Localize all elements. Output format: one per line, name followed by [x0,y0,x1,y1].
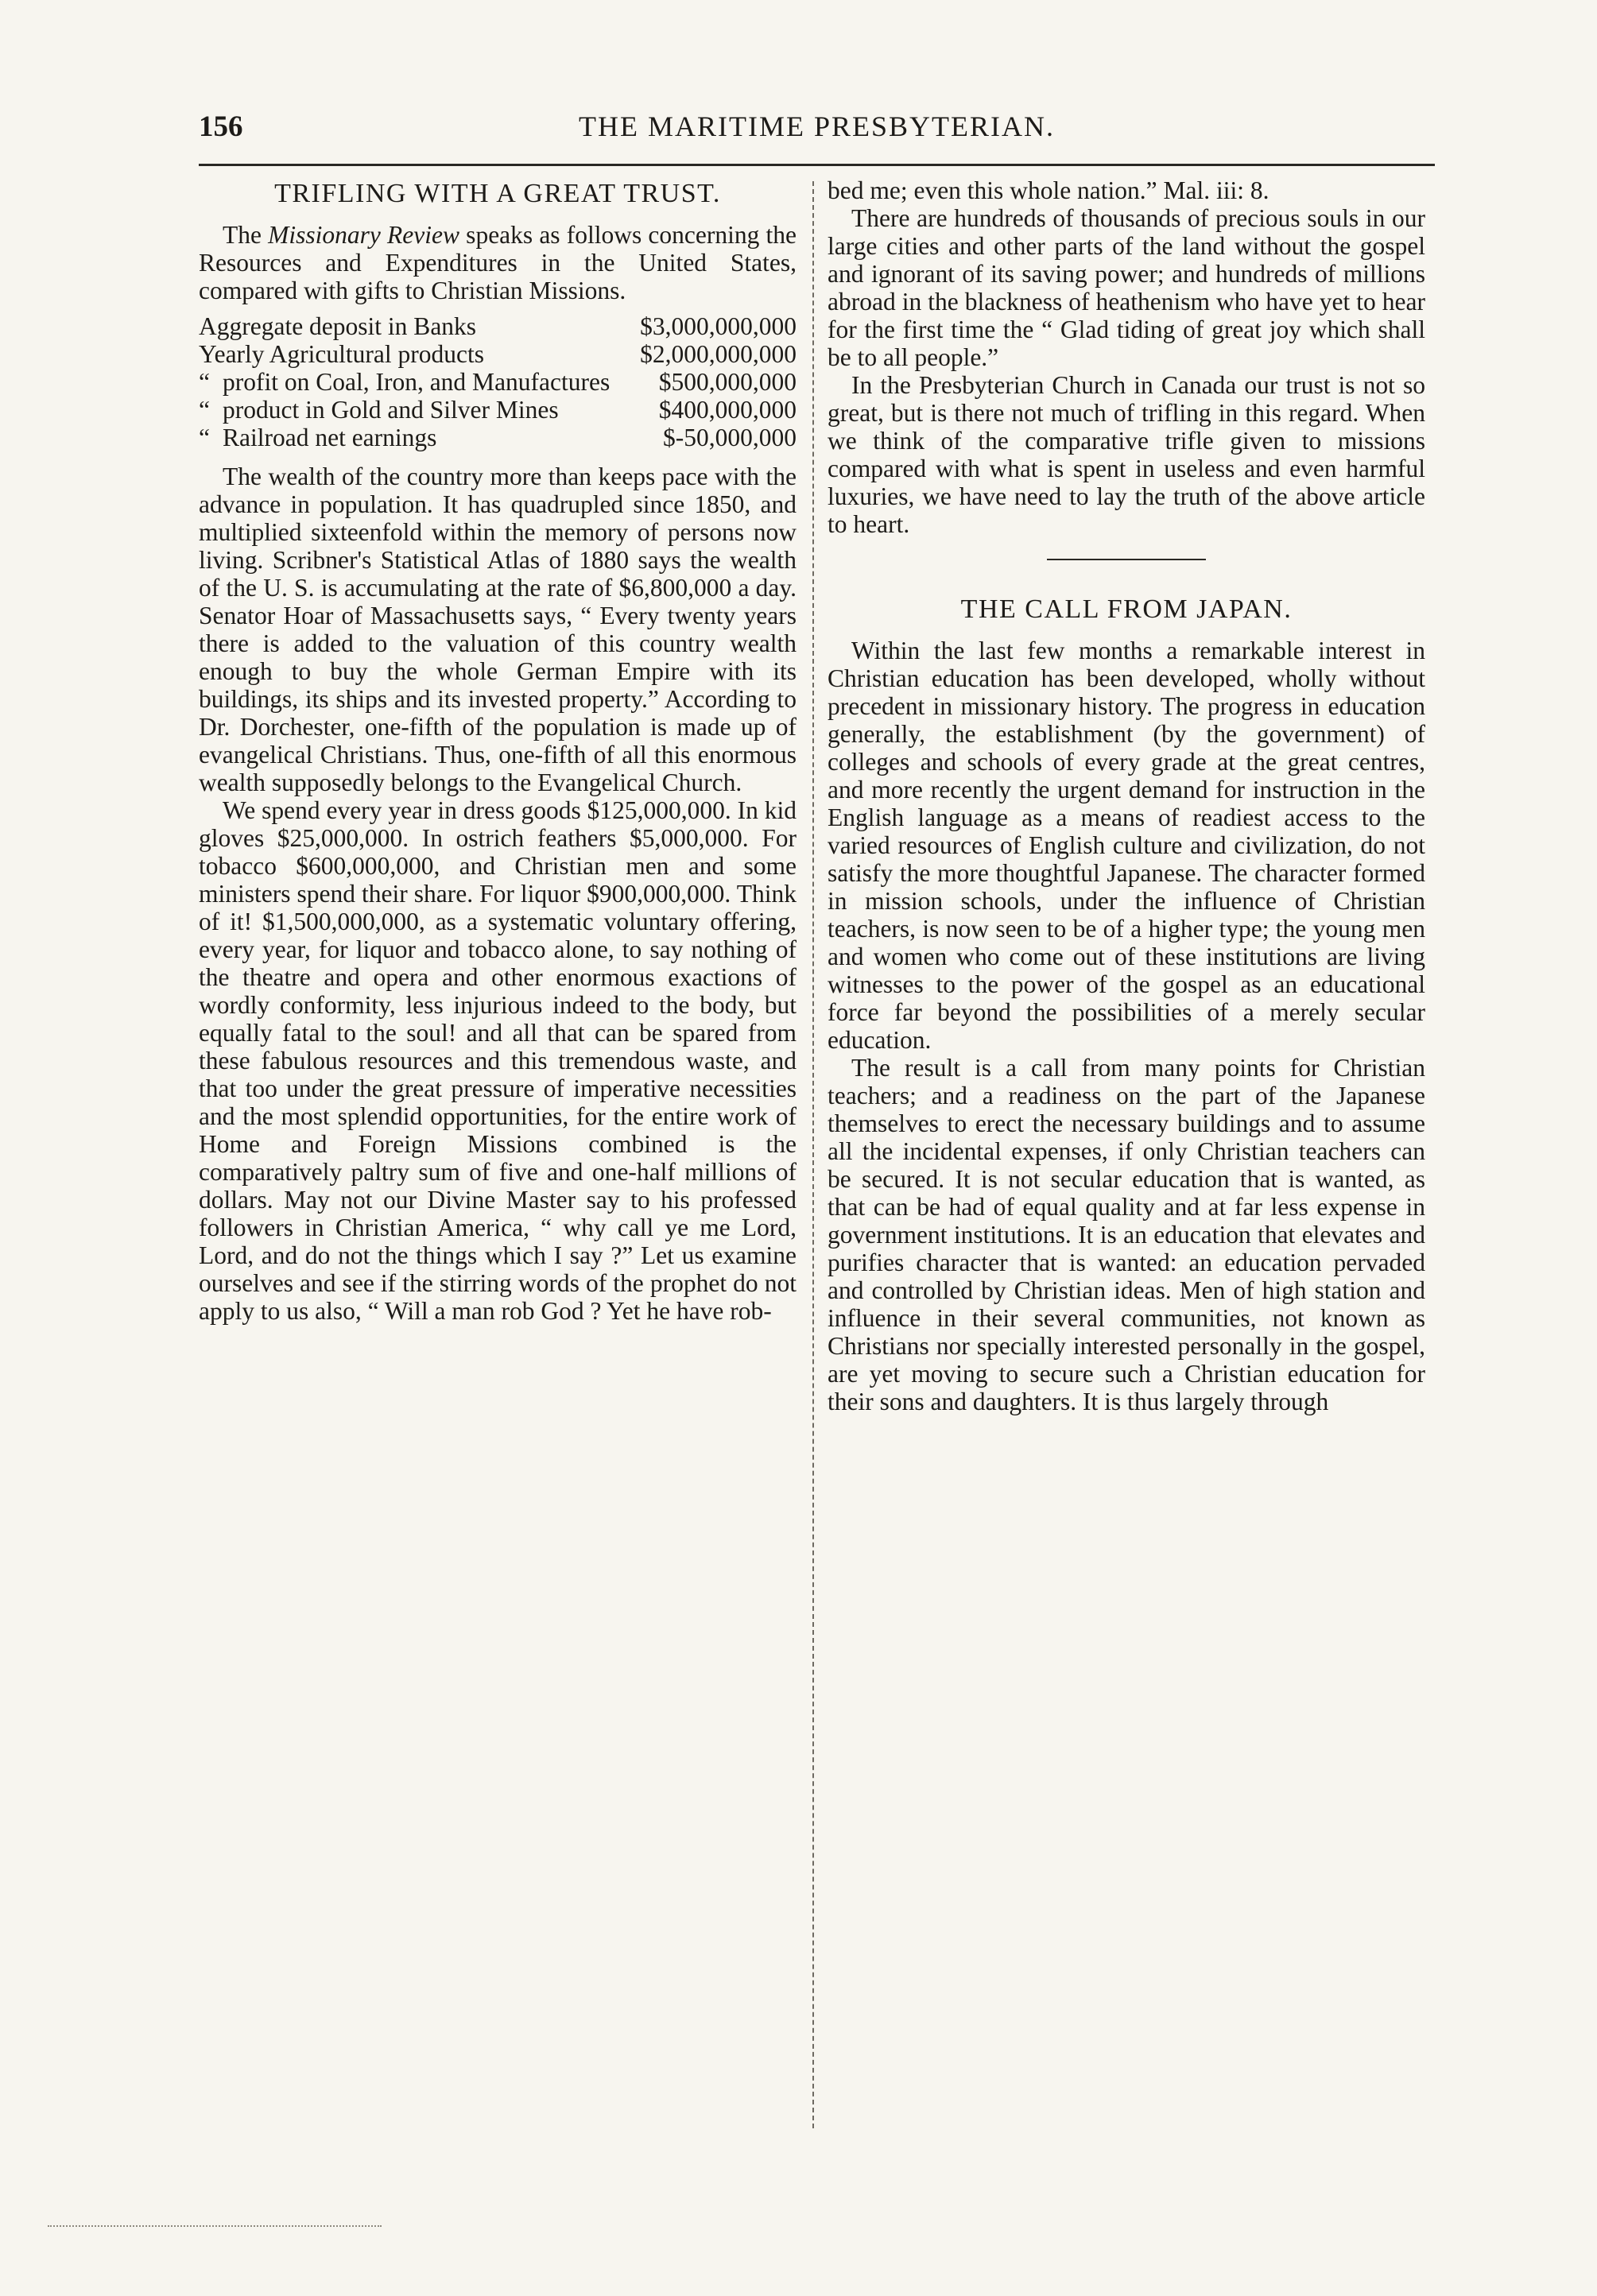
article-title-trifling: TRIFLING WITH A GREAT TRUST. [274,179,721,208]
body-paragraph: We spend every year in dress goods $125,000,000. In kid gloves $25,000,000. In ostrich feathers $5,000,000. For tobacco $600,000,000, and Christian men and some ministers spend their share. For liquor $900,000,000. Think of it! $1,500,000,000, as a systematic voluntary offering, every year, for liquor and tobacco alone, to say nothing of the theatre and opera and other enormous exactions of wordly conformity, less injurious indeed to the body, but equally fatal to the soul! and all that can be spared from these fabulous resources and this tremendous waste, and that too under the great pressure of imperative necessities and the most splendid opportunities, for the entire work of Home and Foreign Missions combined is the comparatively paltry sum of five and one-half millions of dollars. May not our Divine Master say to his professed followers in Christian America, “ why call ye me Lord, Lord, and do not the things which I say ?” Let us examine ourselves and see if the stirring words of the prophet do not apply to us also, “ Will a man rob God ? Yet he have rob- [199,796,797,1325]
article-intro [199,221,797,304]
stat-label: profit on Coal, Iron, and Manufactures [223,368,611,396]
right-column [828,176,1425,2195]
stat-value: $-50,000,000 [663,424,797,451]
left-column [199,176,797,2195]
body-paragraph-continued: bed me; even this whole nation.” Mal. iii: 8. [828,176,1269,204]
header-rule [199,164,1435,166]
article-title-japan: THE CALL FROM JAPAN. [960,594,1293,624]
column-divider [812,181,814,2128]
body-paragraph: The result is a call from many points for Christian teachers; and a readiness on the part of the Japanese themselves to erect the necessary buildings and to assume all the incidental expenses, if only Christian teachers can be secured. It is not secular education that is wanted, as that can be had of equal quality and at far less expense in government institutions. It is an education that elevates and purifies character that is wanted: an education pervaded and controlled by Christian ideas. Men of high station and influence in their several communities, not known as Christians nor specially interested personally in the gospel, are yet moving to secure such a Christian education for their sons and daughters. It is thus largely through [828,1054,1425,1415]
stat-label: Railroad net earnings [223,424,437,451]
source-title: Missionary Review [268,221,460,249]
ditto-mark: “ [199,396,210,424]
stat-value: $3,000,000,000 [640,312,797,340]
stat-label: Aggregate deposit in Banks [199,312,477,340]
stat-value: $400,000,000 [658,396,797,424]
section-divider [1047,559,1206,560]
intro-text-post: speaks as follows concerning the Resources and Expenditures in the United States, compared with gifts to Christian Missions. [199,221,797,304]
body-paragraph: There are hundreds of thousands of precious souls in our large cities and other parts of the land without the gospel and ignorant of its saving power; and hundreds of millions abroad in the blackness of heathenism who have yet to hear for the first time the “ Glad tiding of great joy which shall be to all people.” [828,204,1425,371]
stat-value: $500,000,000 [658,368,797,396]
body-paragraph: The wealth of the country more than keeps pace with the advance in population. It has quadrupled since 1850, and multiplied sixteenfold within the memory of persons now living. Scribner's Statistical Atlas of 1880 says the wealth of the U. S. is accumulating at the rate of $6,800,000 a day. Senator Hoar of Massachusetts says, “ Every twenty years there is added to the valuation of this country wealth enough to buy the whole German Empire with its buildings, its ships and its invested property.” According to Dr. Dorchester, one-fifth of the population is made up of evangelical Christians. Thus, one-fifth of all this enormous wealth supposedly belongs to the Evangelical Church. [199,463,797,796]
intro-text-pre: The [223,221,269,249]
scan-smudge [48,2225,382,2235]
stat-row [199,424,797,451]
ditto-mark: “ [199,368,210,396]
stat-row [199,368,797,396]
body-paragraph: Within the last few months a remarkable interest in Christian education has been developed, wholly without precedent in missionary history. The progress in education generally, the establishment (by the government) of colleges and schools of every grade at the great centres, and more recently the urgent demand for instruction in the English language as a means of readiest access to the varied resources of English culture and civilization, do not satisfy the more thoughtful Japanese. The character formed in mission schools, under the influence of Christian teachers, is now seen to be of a higher type; the young men and women who come out of these institutions are living witnesses to the power of the gospel as an educational force far beyond the possibilities of a merely secular education. [828,637,1425,1054]
ditto-mark: “ [199,424,210,451]
stat-value: $2,000,000,000 [640,340,797,368]
stat-row [199,340,797,368]
resource-statistics [199,312,797,451]
page-number: 156 [199,110,243,143]
stat-label: product in Gold and Silver Mines [223,396,559,424]
stat-row [199,396,797,424]
journal-title: THE MARITIME PRESBYTERIAN. [579,110,1055,142]
running-head [199,110,1435,157]
body-paragraph: In the Presbyterian Church in Canada our trust is not so great, but is there not much of trifling in this regard. When we think of the comparative trifle given to missions compared with what is spent in useless and even harmful luxuries, we have need to lay the truth of the above article to heart. [828,371,1425,538]
stat-row [199,312,797,340]
stat-label: Yearly Agricultural products [199,340,484,368]
